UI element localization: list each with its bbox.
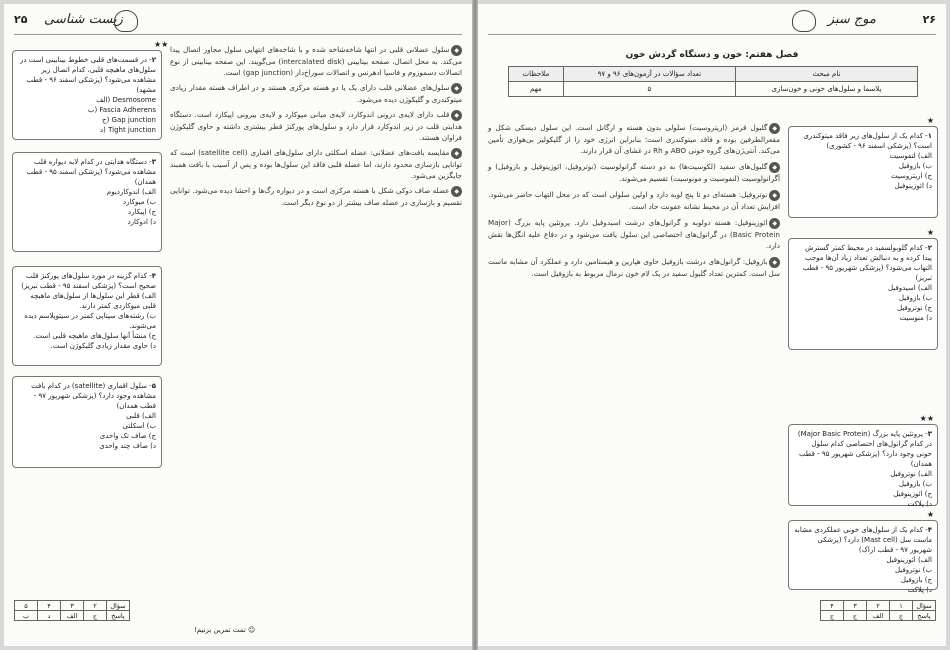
option: الف) ائوزینوفیل — [886, 556, 932, 564]
pearl-icon: ◆ — [451, 83, 462, 94]
question-text: کدام یک از سلول‌های خونی عملکردی مشابه ماست سل (Mast cell) دارد؟ (پزشکی شهریور ۹۷ - قطب اراک) — [794, 526, 932, 554]
option: ج) Gap junction — [102, 116, 156, 124]
question-text: کدام یک از سلول‌های زیر فاقد میتوکندری است؟ (پزشکی اسفند ۹۶ - کشوری) — [803, 132, 932, 150]
option: الف) قلبی — [126, 412, 156, 420]
pearl-icon: ◆ — [451, 45, 462, 56]
option: ب) بازوفیل — [898, 162, 932, 170]
paragraph: عضله صاف دوکی شکل با هسته مرکزی است و در دیواره رگ‌ها و احشا دیده می‌شود. توانایی تقسیم و بازسازی در عضله صاف بیشتر از دو نوع دیگر است. — [170, 186, 462, 207]
answer-cell: ب — [15, 611, 38, 621]
difficulty-stars: ★ — [926, 510, 934, 519]
option: ج) ائوزینوفیل — [893, 490, 932, 498]
logo-icon — [114, 10, 138, 32]
answer-cell: ۲ — [84, 601, 107, 611]
page-number: ۲۶ — [922, 13, 936, 26]
option: ب) Fascia Adherens — [87, 106, 156, 114]
difficulty-stars: ★★ — [154, 40, 169, 49]
right-page-header — [488, 10, 936, 35]
answer-table — [820, 600, 936, 621]
footer-note: ☺ تمت تمرین بزنیم! — [194, 626, 256, 634]
pearl-icon: ◆ — [769, 190, 780, 201]
option: ب) میوکارد — [123, 198, 156, 206]
option: د) منوسیت — [899, 314, 932, 322]
question-number: ۵ — [151, 382, 156, 390]
option: ب) بازوفیل — [898, 480, 932, 488]
option: ج) اپیکارد — [128, 208, 156, 216]
answer-cell: ۴ — [38, 601, 61, 611]
question-box: ۱- کدام یک از سلول‌های زیر فاقد میتوکندری است؟ (پزشکی اسفند ۹۶ - کشوری) الف) لنفوسیت ب) بازوفیل ج) اریتروسیت د) ائوزینوفیل — [788, 126, 938, 218]
pearl-icon: ◆ — [769, 123, 780, 134]
difficulty-stars: ★★ — [919, 414, 934, 423]
paragraph: سلول عضلانی قلبی در انتها شاخه‌شاخه شده و با شاخه‌های انتهایی سلول مجاور اتصال پیدا می‌کند. به محل اتصال، صفحه بینابینی (intercalated disk) می‌گویند. این صفحه بینابینی از نوع اتصالات دسموزوم و فاسیا ادهرنس و اتصالات سوراخ‌دار (gap junction) است. — [170, 45, 463, 77]
answer-cell: ج — [821, 611, 844, 621]
pearl-icon: ◆ — [769, 257, 780, 268]
body-text — [488, 122, 780, 284]
table-header: ملاحظات — [509, 67, 564, 82]
page-number: ۲۵ — [14, 13, 28, 26]
answer-table — [14, 600, 130, 621]
left-page-header — [14, 10, 462, 35]
question-text: پروتئین پایه بزرگ (Major Basic Protein) در کدام گرانول‌های اختصاصی کدام سلول خونی وجود دارد؟ (پزشکی شهریور ۹۵ - قطب همدان) — [797, 430, 932, 468]
question-number: ۴ — [151, 272, 156, 280]
table-header: نام مبحث — [735, 67, 917, 82]
question-box: ۴- کدام یک از سلول‌های خونی عملکردی مشابه ماست سل (Mast cell) دارد؟ (پزشکی شهریور ۹۷ - قطب اراک) الف) ائوزینوفیل ب) نوتروفیل ج) بازوفیل د) پلاکت — [788, 520, 938, 590]
option: الف) لنفوسیت — [889, 152, 932, 160]
paragraph: قلب دارای لایه‌ی درونی اندوکارد، لایه‌ی میانی میوکارد و لایه‌ی بیرونی اپیکارد است. دستگاه هدایتی قلب در زیر اندوکارد قرار دارد و سلول‌های پورکنژ قطر بیشتری داشته و حاوی گلیکوژن فراوان هستند. — [170, 110, 462, 142]
option: د) حاوی مقدار زیادی گلیکوژن است. — [50, 342, 156, 350]
option: الف) اندوکاردیوم — [106, 188, 156, 196]
table-cell: ۵ — [563, 82, 735, 97]
option: د) پلاکت — [907, 586, 932, 594]
question-text: کدام گلوبولسفید در محیط کمتر گسترش پیدا کرده و به دنبالش تعداد زیاد آن‌ها موجب التهاب می‌شود؟ (پزشکی شهریور ۹۵ - قطب تبریز) — [802, 244, 932, 282]
option: ج) منشأ آنها سلول‌های ماهیچه قلبی است. — [33, 332, 156, 340]
option: ج) صاف تک واحدی — [99, 432, 156, 440]
answer-cell: ۵ — [15, 601, 38, 611]
left-page — [4, 4, 472, 646]
body-text — [170, 44, 462, 212]
option: د) پلاکت — [907, 500, 932, 508]
question-number: ۳ — [927, 430, 932, 438]
option: د) صاف چند واحدی — [99, 442, 156, 450]
question-number: ۲ — [151, 56, 156, 64]
pearl-icon: ◆ — [451, 110, 462, 121]
paragraph: گلبول‌های سفید (لکوسیت‌ها) به دو دسته گرانولوسیت (نوتروفیل، ائوزینوفیل و بازوفیل) و آگرانولوسیت (لنفوسیت و مونوسیت) تقسیم می‌شوند. — [488, 162, 780, 183]
question-box: ۴- کدام گزینه در مورد سلول‌های پورکنژ قلب صحیح است؟ (پزشکی اسفند ۹۵ - قطب تبریز) الف) قطر این سلول‌ها از سلول‌های ماهیچه قلبی میوکاردی کمتر دارند. ب) رشته‌های سپتاپی کمتر در سیتوپلاسم دیده می‌شوند. ج) منشأ آنها سلول‌های ماهیچه قلبی است. د) حاوی مقدار زیادی گلیکوژن است. — [12, 266, 162, 366]
question-number: ۴ — [927, 526, 932, 534]
answer-cell: الف — [61, 611, 84, 621]
table-cell: پلاسما و سلول‌های خونی و خون‌سازی — [735, 82, 917, 97]
answer-cell: سؤال — [913, 601, 936, 611]
answer-cell: ۲ — [867, 601, 890, 611]
difficulty-stars: ★ — [926, 116, 934, 125]
chapter-title: فصل هفتم: خون و دستگاه گردش خون — [625, 50, 799, 60]
option: ب) بازوفیل — [898, 294, 932, 302]
option: ج) نوتروفیل — [897, 304, 932, 312]
question-number: ۲ — [927, 244, 932, 252]
answer-cell: ۳ — [844, 601, 867, 611]
answer-cell: پاسخ — [913, 611, 936, 621]
pearl-icon: ◆ — [451, 186, 462, 197]
option: ب) اسکلتی — [122, 422, 156, 430]
option: الف) قطر این سلول‌ها از سلول‌های ماهیچه قلبی میوکاردی کمتر دارند. — [30, 292, 156, 310]
paragraph: مقایسه بافت‌های عضلانی: عضله اسکلتی دارای سلول‌های اقماری (satellite cell) است که توانایی بازسازی محدود دارند، اما عضله قلبی فاقد این سلول‌ها بوده و پس از آسیب با بافت همبند جایگزین می‌شود. — [170, 148, 462, 180]
option: ج) بازوفیل — [900, 576, 932, 584]
option: ب) نوتروفیل — [894, 566, 932, 574]
option: د) Tight junction — [99, 126, 156, 134]
paragraph: بازوفیل: گرانول‌های درشت بازوفیل حاوی هپارین و هیستامین دارد و عملکرد آن مشابه ماست سل است. کمترین تعداد گلبول سفید در یک لام خون نرمال مربوط به بازوفیل است. — [488, 257, 780, 278]
answer-cell: ج — [844, 611, 867, 621]
option: د) ادوکارد — [127, 218, 156, 226]
option: ب) رشته‌های سپتاپی کمتر در سیتوپلاسم دیده می‌شوند. — [24, 312, 156, 330]
pearl-icon: ◆ — [451, 148, 462, 159]
question-box: ۲- در قسمت‌های قلبی خطوط بینابینی است در سلول‌های ماهیچه قلبی، کدام اتصال زیر مشاهده می‌شود؟ (پزشکی اسفند ۹۶ - قطب مشهد) الف) Desmosome ب) Fascia Adherens ج) Gap junction د) Tight junction — [12, 50, 162, 140]
answer-cell: د — [38, 611, 61, 621]
answer-cell: ۱ — [890, 601, 913, 611]
pearl-icon: ◆ — [769, 218, 780, 229]
paragraph: نوتروفیل: هسته‌ای دو تا پنج لوبه دارد و اولین سلولی است که در محل التهاب حاضر می‌شود. افزایش تعداد آن در محیط نشانه عفونت حاد است. — [488, 190, 780, 211]
answer-cell: ۳ — [61, 601, 84, 611]
option: الف) Desmosome — [96, 96, 156, 104]
answer-cell: ج — [890, 611, 913, 621]
question-text: دستگاه هدایتی در کدام لایه دیواره قلب مشاهده می‌شود؟ (پزشکی اسفند ۹۵ - قطب همدان) — [26, 158, 156, 186]
answer-cell: الف — [867, 611, 890, 621]
chapter-summary-table — [508, 66, 918, 97]
answer-cell: ۴ — [821, 601, 844, 611]
running-title: زیست شناسی — [44, 12, 123, 27]
option: ج) اریتروسیت — [891, 172, 932, 180]
question-number: ۳ — [151, 158, 156, 166]
option: الف) اسیدوفیل — [887, 284, 932, 292]
question-text: کدام گزینه در مورد سلول‌های پورکنژ قلب صحیح است؟ (پزشکی اسفند ۹۵ - قطب تبریز) — [21, 272, 156, 290]
question-box: ۵- سلول اقماری (satellite) در کدام بافت مشاهده وجود دارد؟ (پزشکی شهریور ۹۷ - قطب همدان) الف) قلبی ب) اسکلتی ج) صاف تک واحدی د) صاف چند واحدی — [12, 376, 162, 468]
table-header: تعداد سؤالات در آزمون‌های ۹۶ و ۹۷ — [563, 67, 735, 82]
running-title: موج سبز — [827, 12, 876, 27]
question-box: ۳- پروتئین پایه بزرگ (Major Basic Protein) در کدام گرانول‌های اختصاصی کدام سلول خونی وجود دارد؟ (پزشکی شهریور ۹۵ - قطب همدان) الف) نوتروفیل ب) بازوفیل ج) ائوزینوفیل د) پلاکت — [788, 424, 938, 506]
option: د) ائوزینوفیل — [894, 182, 932, 190]
question-text: سلول اقماری (satellite) در کدام بافت مشاهده وجود دارد؟ (پزشکی شهریور ۹۷ - قطب همدان) — [31, 382, 156, 410]
paragraph: گلبول قرمز (اریتروسیت) سلولی بدون هسته و ارگانل است. این سلول دیسکی شکل و مقعرالطرفین بوده و فاقد میتوکندری است؛ بنابراین انرژی خود را از گلیکولیز بی‌هوازی تأمین می‌کند. آنتی‌ژن‌های گروه خونی ABO و Rh در غشای آن قرار دارند. — [488, 123, 780, 155]
logo-icon — [792, 10, 816, 32]
paragraph: ائوزینوفیل: هسته دولوبه و گرانول‌های درشت اسیدوفیل دارد. پروتئین پایه بزرگ (Major Basic Protein) در گرانول‌های اختصاصی این سلول یافت می‌شود و در دفاع علیه انگل‌ها نقش دارد. — [488, 218, 780, 250]
paragraph: سلول‌های عضلانی قلب دارای یک یا دو هسته مرکزی هستند و در اطراف هسته مقدار زیادی میتوکندری و گلیکوژن دیده می‌شود. — [170, 83, 462, 104]
question-box: ۳- دستگاه هدایتی در کدام لایه دیواره قلب مشاهده می‌شود؟ (پزشکی اسفند ۹۵ - قطب همدان) الف) اندوکاردیوم ب) میوکارد ج) اپیکارد د) ادوکارد — [12, 152, 162, 252]
question-number: ۱ — [927, 132, 932, 140]
question-box: ۲- کدام گلوبولسفید در محیط کمتر گسترش پیدا کرده و به دنبالش تعداد زیاد آن‌ها موجب التهاب می‌شود؟ (پزشکی شهریور ۹۵ - قطب تبریز) الف) اسیدوفیل ب) بازوفیل ج) نوتروفیل د) منوسیت — [788, 238, 938, 350]
difficulty-stars: ★ — [926, 228, 934, 237]
answer-cell: ج — [84, 611, 107, 621]
pearl-icon: ◆ — [769, 162, 780, 173]
option: الف) نوتروفیل — [890, 470, 932, 478]
right-page — [478, 4, 946, 646]
question-text: در قسمت‌های قلبی خطوط بینابینی است در سلول‌های ماهیچه قلبی، کدام اتصال زیر مشاهده می‌شود؟ (پزشکی اسفند ۹۶ - قطب مشهد) — [20, 56, 156, 94]
answer-cell: پاسخ — [107, 611, 130, 621]
answer-cell: سؤال — [107, 601, 130, 611]
table-cell: مهم — [509, 82, 564, 97]
